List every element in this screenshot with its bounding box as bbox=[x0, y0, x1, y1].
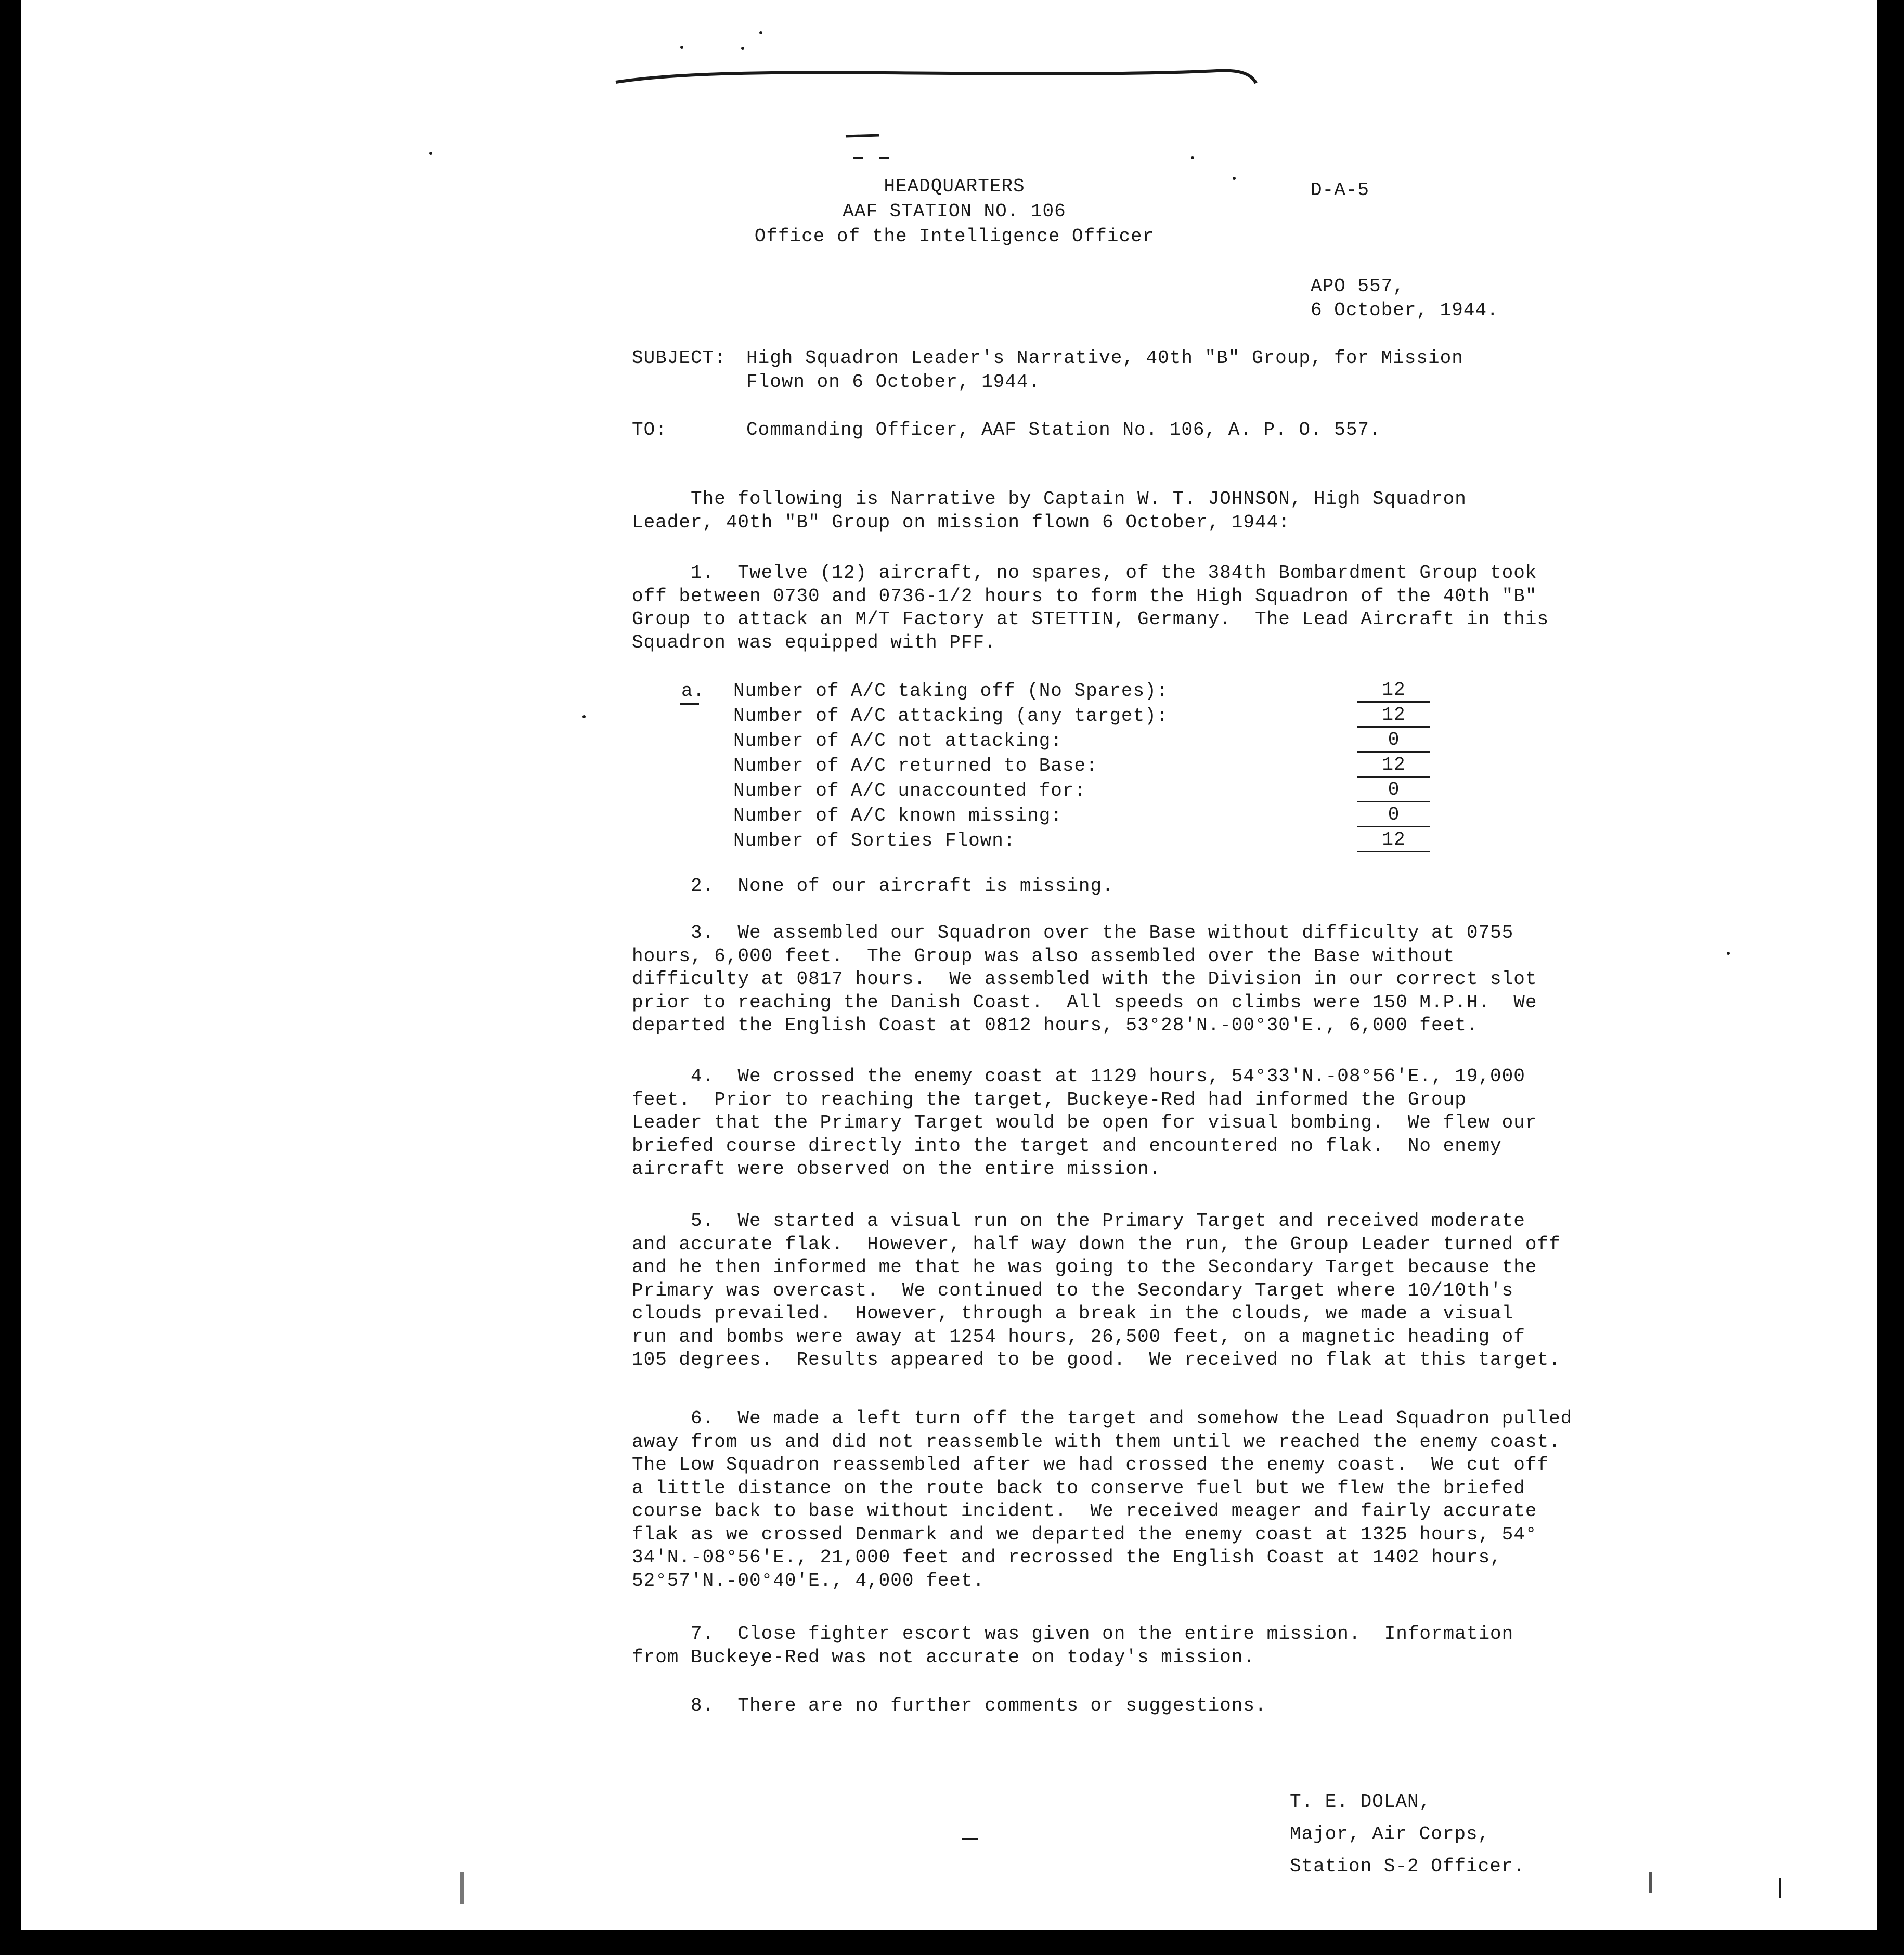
paragraph-1: 1. Twelve (12) aircraft, no spares, of the 384th Bombardment Group took off between 0730 and 0736-1/2 hours to form the High Squadron of the 40th "B" Group to attack an M/T Factory at STETTIN, Germany. The Lead Aircraft in this Squadron was equipped with PFF. bbox=[632, 562, 1549, 653]
tally-label: Number of A/C taking off (No Spares): bbox=[733, 680, 1169, 702]
pen-stroke-mark bbox=[614, 57, 1279, 99]
paragraph-6: 6. We made a left turn off the target and somehow the Lead Squadron pulled away from us and did not reassemble with them until we reached the enemy coast. The Low Squadron reassembled after we had crossed the enemy coast. We cut off a little distance on the route back to conserve fuel but we flew the briefed course back to base without incident. We received meager and fairly accurate flak as we crossed Denmark and we departed the enemy coast at 1325 hours, 54° 34'N.-08°56'E., 21,000 feet and recrossed the English Coast at 1402 hours, 52°57'N.-00°40'E., 4,000 feet. bbox=[632, 1408, 1573, 1591]
paragraph-7: 7. Close fighter escort was given on the entire mission. Information from Buckeye-Red was not accurate on today's mission. bbox=[632, 1623, 1514, 1668]
document-page bbox=[21, 0, 1877, 1930]
paragraph-5: 5. We started a visual run on the Primary Target and received moderate and accurate flak. However, half way down the run, the Group Leader turned off and he then informed me that he was going to the Secondary Target because the Primary was overcast. We continued to the Secondary Target where 10/10th's clouds prevailed. However, through a break in the clouds, we made a visual run and bombs were away at 1254 hours, 26,500 feet, on a magnetic heading of 105 degrees. Results appeared to be good. We received no flak at this target. bbox=[632, 1210, 1561, 1370]
paragraph-2: 2. None of our aircraft is missing. bbox=[632, 875, 1114, 897]
tally-value: 12 bbox=[1357, 704, 1430, 728]
tally-label: Number of A/C attacking (any target): bbox=[733, 705, 1169, 727]
speck bbox=[741, 47, 744, 50]
tally-value: 0 bbox=[1357, 804, 1430, 827]
tally-label: Number of A/C unaccounted for: bbox=[733, 780, 1086, 801]
speck bbox=[582, 715, 586, 718]
to-text: Commanding Officer, AAF Station No. 106, A. P. O. 557. bbox=[746, 419, 1381, 441]
tally-value: 0 bbox=[1357, 779, 1430, 802]
header-line-2: AAF STATION NO. 106 bbox=[843, 201, 1066, 222]
signature-name: T. E. DOLAN, bbox=[1290, 1791, 1431, 1812]
tally-label: Number of A/C not attacking: bbox=[733, 730, 1063, 752]
tally-label: Number of Sorties Flown: bbox=[733, 830, 1016, 851]
tally-letter: a. bbox=[681, 680, 705, 702]
paragraph-8: 8. There are no further comments or suggestions. bbox=[632, 1695, 1267, 1716]
header-line-1: HEADQUARTERS bbox=[884, 176, 1025, 197]
paragraph-4: 4. We crossed the enemy coast at 1129 hours, 54°33'N.-08°56'E., 19,000 feet. Prior to reaching the target, Buckeye-Red had informed the Group Leader that the Primary Target would be open for visual bombing. We flew our briefed course directly into the target and encountered no flak. No enemy aircraft were observed on the entire mission. bbox=[632, 1066, 1537, 1180]
signature-title: Station S-2 Officer. bbox=[1290, 1856, 1525, 1877]
file-code: D-A-5 bbox=[1311, 179, 1370, 201]
scan-bottom-edge bbox=[0, 1930, 1904, 1955]
tally-value: 12 bbox=[1357, 829, 1430, 852]
tally-value: 12 bbox=[1357, 679, 1430, 703]
tally-value: 12 bbox=[1357, 754, 1430, 778]
dash-mark bbox=[843, 130, 905, 166]
intro-paragraph: The following is Narrative by Captain W. T. JOHNSON, High Squadron Leader, 40th "B" Group on mission flown 6 October, 1944: bbox=[632, 488, 1467, 533]
margin-mark bbox=[1649, 1872, 1652, 1893]
header-line-3: Office of the Intelligence Officer bbox=[754, 226, 1155, 247]
signature-rank: Major, Air Corps, bbox=[1290, 1823, 1490, 1845]
to-label: TO: bbox=[632, 419, 667, 441]
speck bbox=[1191, 156, 1194, 159]
subject-line-2: Flown on 6 October, 1944. bbox=[746, 371, 1041, 393]
tally-label: Number of A/C known missing: bbox=[733, 805, 1063, 826]
apo-line: APO 557, bbox=[1311, 276, 1405, 297]
subject-line-1: High Squadron Leader's Narrative, 40th "B" Group, for Mission bbox=[746, 347, 1463, 369]
speck bbox=[1727, 952, 1730, 955]
margin-mark bbox=[1779, 1878, 1781, 1898]
speck bbox=[680, 46, 683, 49]
document-date: 6 October, 1944. bbox=[1311, 300, 1499, 321]
tally-value: 0 bbox=[1357, 729, 1430, 753]
speck bbox=[429, 152, 432, 155]
stray-dash-mark bbox=[962, 1838, 978, 1840]
paragraph-3: 3. We assembled our Squadron over the Base without difficulty at 0755 hours, 6,000 feet. The Group was also assembled over the Base without difficulty at 0817 hours. We assembled with the Division in our correct slot prior to reaching the Danish Coast. All speeds on climbs were 150 M.P.H. We departed the English Coast at 0812 hours, 53°28'N.-00°30'E., 6,000 feet. bbox=[632, 922, 1537, 1036]
underline-mark bbox=[680, 703, 699, 705]
subject-label: SUBJECT: bbox=[632, 347, 726, 369]
margin-mark bbox=[460, 1872, 464, 1904]
tally-label: Number of A/C returned to Base: bbox=[733, 755, 1098, 776]
speck bbox=[759, 31, 762, 34]
